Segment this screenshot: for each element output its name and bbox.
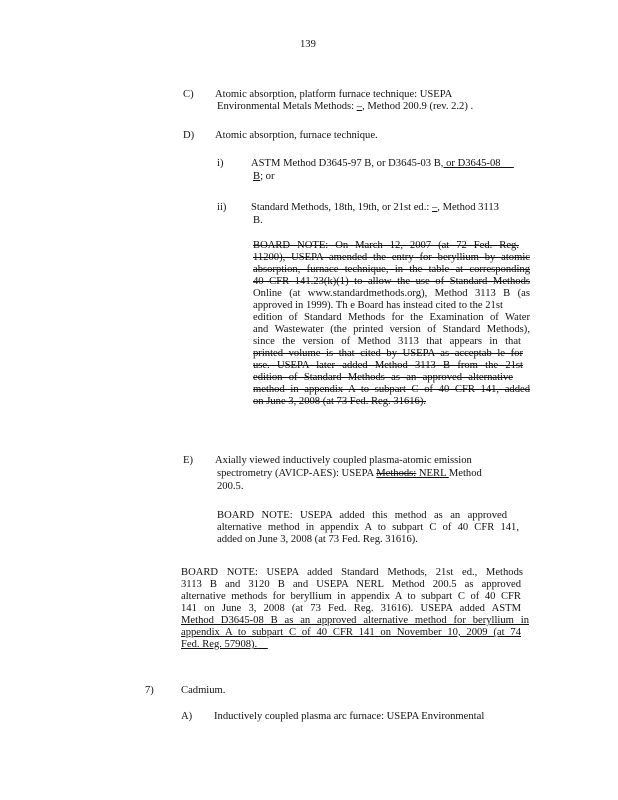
page-number: 139 (300, 39, 316, 50)
note-line: Online (at www.standardmethods.org), Method 3113 B (as (253, 288, 530, 299)
item-d-ii-dash: – (431, 202, 438, 213)
note-line: absorption, furnace technique, in the table at corresponding (253, 264, 530, 275)
board-note-line (181, 639, 529, 651)
item-d-label: D) (183, 130, 195, 141)
note-line: method in appendix A to subpart C of 40 CFR 141, added (253, 384, 530, 395)
note-line-board: Th e Board has instead cited to the 21st (335, 300, 503, 311)
item-c-line-2-method: , Method 200.9 (rev. 2.2) . (362, 101, 474, 112)
item-d-i-astm: ASTM Method D3645-97 B, (251, 158, 375, 169)
board-note-line: appendix A to subpart C of 40 CFR 141 on November 10, 2009 (at 74 (181, 627, 521, 638)
note-line: alternative method in appendix A to subpart C of 40 CFR 141, (217, 522, 519, 533)
item-e-line-3: 200.5. (217, 481, 244, 492)
board-note-last: Fed. Reg. 57908). (181, 639, 258, 650)
item-d-i-line-1 (251, 158, 514, 170)
item-d-ii-line-1 (251, 202, 499, 214)
item-c-line-2-text: Environmental Metals Methods: (217, 101, 357, 112)
item-d-text: Atomic absorption, furnace technique. (215, 130, 378, 141)
item-e-method: Method (448, 468, 482, 479)
item-d-i-or: ; or (260, 171, 275, 182)
item-d-ii-label: ii) (217, 202, 227, 213)
item-d-ii-standard-methods: Standard Methods, 18th, 19th, or 21st ed.: (251, 202, 432, 213)
item-c-label: C) (183, 89, 194, 100)
note-line: since the version of Method 3113 that appears in that (253, 336, 521, 347)
board-note-line: 141 on June 3, 2008 (at 73 Fed. Reg. 31616). USEPA added ASTM (181, 603, 521, 614)
board-note-line: Method D3645-08 B as an approved alternative method for beryllium in (181, 615, 529, 626)
item-d-i-b: B (253, 171, 261, 182)
item-c-line-2 (217, 101, 473, 113)
note-line: 40 CFR 141.23(k)(1) to allow the use of Standard Methods (253, 276, 530, 287)
item-e-label: E) (183, 455, 193, 466)
item-c-line-1: Atomic absorption, platform furnace technique: USEPA (215, 89, 453, 100)
note-line: BOARD NOTE: On March 12, 2007 (at 72 Fed. Reg. (253, 240, 519, 251)
item-d-i-d3645-03: or D3645-03 B, (374, 158, 444, 169)
item-e-board-note (217, 510, 519, 546)
item-7-text: Cadmium. (181, 685, 226, 696)
note-line: 11200), USEPA amended the entry for beryllium by atomic (253, 252, 530, 263)
note-line-approved: approved in 1999). (253, 300, 336, 311)
item-e-spectrometry: spectrometry (AVICP-AES): USEPA (217, 468, 377, 479)
board-note-line: 3113 B and 3120 B and USEPA NERL Method 200.5 as approved (181, 579, 521, 590)
item-d-i-underline-tail (501, 158, 514, 169)
note-line: use. USEPA later added Method 3113 B from the 21st (253, 360, 523, 371)
item-e-nerl: NERL (418, 468, 449, 479)
note-line: edition of Standard Methods for the Examination of Water (253, 312, 530, 323)
board-note-line: BOARD NOTE: USEPA added Standard Methods, 21st ed., Methods (181, 567, 523, 578)
note-line: and Wastewater (the printed version of Standard Methods), (253, 324, 530, 335)
note-line: BOARD NOTE: USEPA added this method as an approved (217, 510, 507, 521)
note-line: printed volume is that cited by USEPA as acceptab le for (253, 348, 523, 359)
item-d-i-line-2 (253, 171, 275, 183)
item-c-dash: – (356, 101, 363, 112)
note-line: edition of Standard Methods as an approved alternative (253, 372, 513, 383)
item-7a-text: Inductively coupled plasma arc furnace: USEPA Environmental (214, 711, 485, 722)
item-d-i-d3645-08: or D3645-08 (443, 158, 501, 169)
item-d-i-label: i) (217, 158, 224, 169)
item-e-line-2 (217, 468, 482, 480)
note-line (253, 300, 530, 312)
note-line: added on June 3, 2008 (at 73 Fed. Reg. 31616). (217, 534, 418, 545)
item-e-methods-struck: Methods: (376, 468, 417, 479)
board-note-line: alternative methods for beryllium in appendix A to subpart C of 40 CFR (181, 591, 521, 602)
item-7-label: 7) (145, 685, 154, 696)
item-d-ii-method: , Method 3113 (437, 202, 499, 213)
item-e-line-1: Axially viewed inductively coupled plasma-atomic emission (215, 455, 472, 466)
note-line: on June 3, 2008 (at 73 Fed. Reg. 31616). (253, 396, 427, 407)
item-d-ii-line-2: B. (253, 215, 263, 226)
board-note (181, 567, 529, 651)
item-7a-label: A) (181, 711, 193, 722)
item-d-ii-board-note (253, 240, 530, 408)
